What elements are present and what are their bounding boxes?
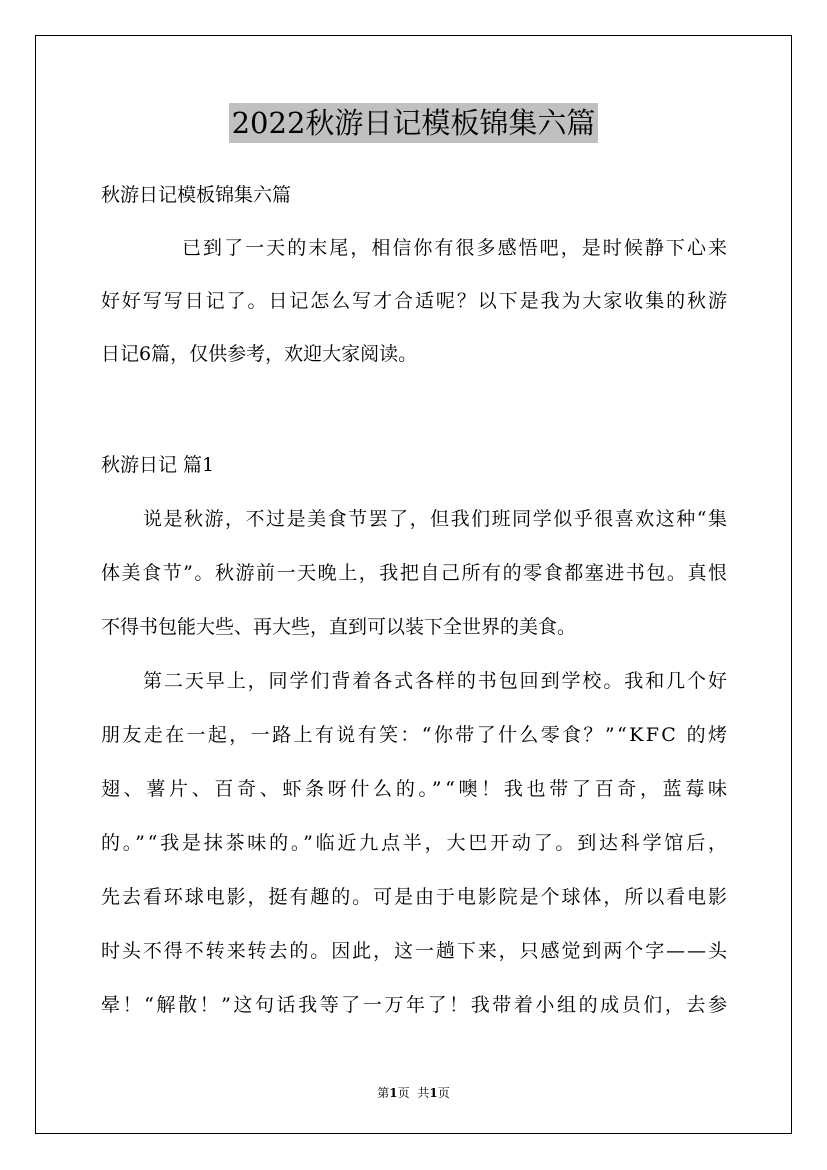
footer-total-suffix: 页 <box>437 1086 450 1100</box>
paragraph2-line-1: 第二天早上，同学们背着各式各样的书包回到学校。我和几个好 <box>143 670 729 692</box>
footer-page-suffix: 页 <box>397 1086 410 1100</box>
footer-total-prefix: 共 <box>417 1086 430 1100</box>
footer-page-prefix: 第 <box>377 1086 390 1100</box>
intro-line-1: 已到了一天的末尾，相信你有很多感悟吧，是时候静下心来 <box>182 237 730 259</box>
title-container <box>0 103 827 143</box>
paragraph2-line-4: 的。”“我是抹茶味的。”临近九点半，大巴开动了。到达科学馆后， <box>101 832 730 854</box>
footer-total-number: 1 <box>429 1086 438 1100</box>
paragraph2-line-3: 翅、薯片、百奇、虾条呀什么的。”“噢！我也带了百奇，蓝莓味 <box>101 778 731 800</box>
intro-line-3: 日记6篇，仅供参考，欢迎大家阅读。 <box>101 343 418 365</box>
paragraph2-line-7: 晕！“解散！”这句话我等了一万年了！我带着小组的成员们，去参 <box>101 994 730 1016</box>
paragraph1-line-2: 体美食节”。秋游前一天晚上，我把自己所有的零食都塞进书包。真恨 <box>101 562 729 584</box>
footer-page-number: 1 <box>389 1086 398 1100</box>
paragraph2-line-6: 时头不得不转来转去的。因此，这一趟下来，只感觉到两个字——头 <box>101 940 729 962</box>
intro-line-2: 好好写写日记了。日记怎么写才合适呢？以下是我为大家收集的秋游 <box>101 290 729 312</box>
page-footer <box>0 1085 827 1101</box>
paragraph1-line-1: 说是秋游，不过是美食节罢了，但我们班同学似乎很喜欢这种“集 <box>143 508 729 530</box>
paragraph1-line-3: 不得书包能大些、再大些，直到可以装下全世界的美食。 <box>101 616 577 638</box>
document-subtitle: 秋游日记模板锦集六篇 <box>101 184 292 206</box>
document-title: 2022秋游日记模板锦集六篇 <box>229 103 599 143</box>
paragraph2-line-2: 朋友走在一起，一路上有说有笑：“你带了什么零食？”“KFC 的烤 <box>101 724 730 746</box>
paragraph2-line-5: 先去看环球电影，挺有趣的。可是由于电影院是个球体，所以看电影 <box>101 886 729 908</box>
section-heading: 秋游日记 篇1 <box>101 454 215 476</box>
